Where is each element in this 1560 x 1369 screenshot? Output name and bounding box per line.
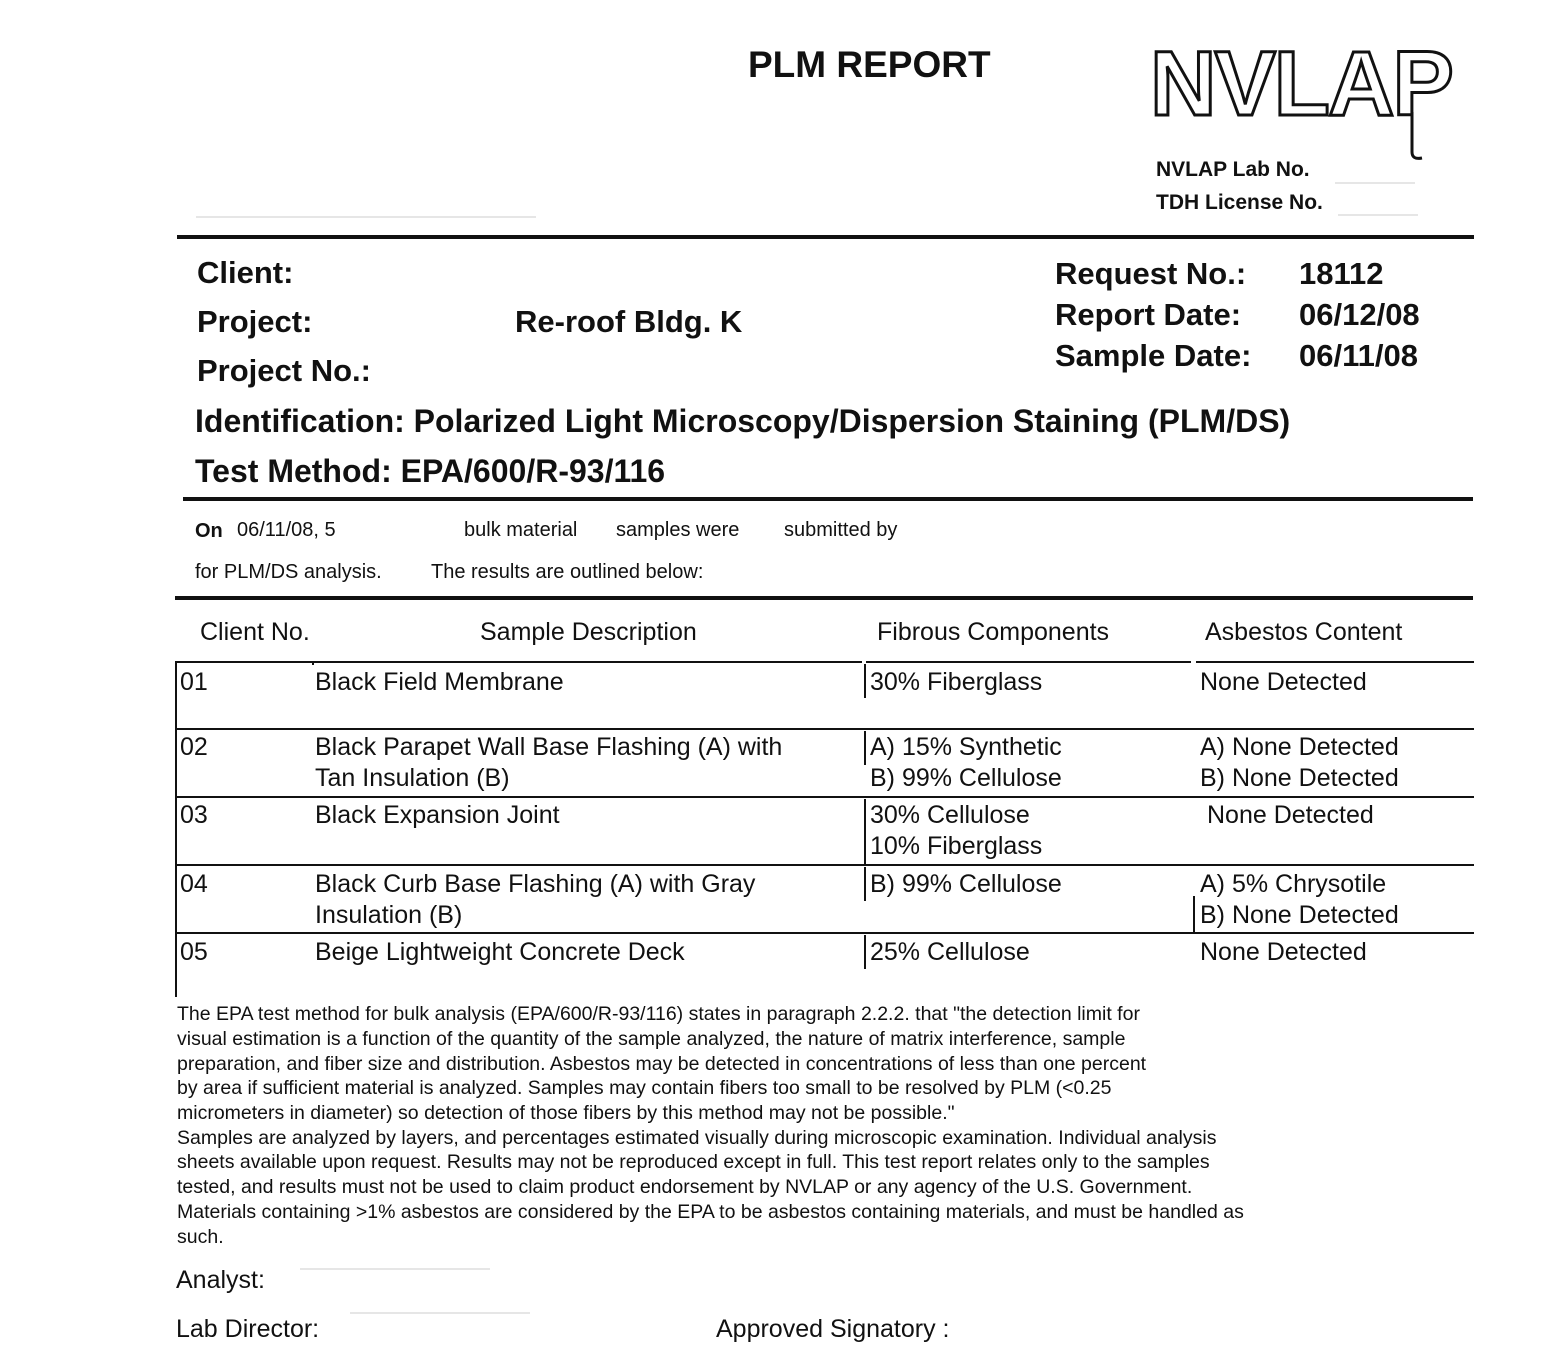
table-row-04-desc-line2: Insulation (B) [315, 901, 463, 929]
table-row-04-asb-line2: B) None Detected [1200, 901, 1399, 929]
nvlap-logo [1150, 20, 1470, 170]
intro-date-count: 06/11/08, 5 [237, 519, 336, 541]
header-client-no: Client No. [200, 618, 310, 646]
project-label: Project: [197, 304, 313, 339]
intro-submitted-by: submitted by [784, 519, 898, 541]
test-method: Test Method: EPA/600/R-93/116 [195, 453, 666, 489]
table-row-05-desc: Beige Lightweight Concrete Deck [315, 938, 685, 966]
intro-samples-were: samples were [616, 519, 740, 541]
tdh-license-label: TDH License No. [1156, 191, 1323, 214]
table-row-05-fib: 25% Cellulose [870, 938, 1030, 966]
project-no-label: Project No.: [197, 353, 371, 388]
table-row-03-fib-line1: 30% Cellulose [870, 801, 1030, 829]
intro-line2a: for PLM/DS analysis. [195, 561, 382, 583]
disclaimer-line-10: such. [177, 1226, 224, 1248]
table-row-04-no: 04 [180, 870, 208, 898]
report-title: PLM REPORT [748, 44, 991, 85]
table-row-03-no: 03 [180, 801, 208, 829]
disclaimer-line-3: preparation, and fiber size and distribution. Asbestos may be detected in concentrations of less than one percent [177, 1053, 1147, 1075]
header-asbestos-content: Asbestos Content [1205, 618, 1403, 646]
table-row-02-no: 02 [180, 733, 208, 761]
header-fibrous-components: Fibrous Components [877, 618, 1110, 646]
disclaimer-line-7: sheets available upon request. Results may not be reproduced except in full. This test report relates only to the samples [177, 1151, 1210, 1173]
sample-date-value: 06/11/08 [1299, 338, 1418, 373]
lab-director-label: Lab Director: [176, 1315, 320, 1343]
table-row-04-desc-line1: Black Curb Base Flashing (A) with Gray [315, 870, 756, 898]
sample-date-label: Sample Date: [1055, 338, 1252, 373]
table-row-03-desc: Black Expansion Joint [315, 801, 560, 829]
table-row-02-fib-line2: B) 99% Cellulose [870, 764, 1062, 792]
table-row-04-asb-line1: A) 5% Chrysotile [1200, 870, 1387, 898]
project-value: Re-roof Bldg. K [515, 304, 743, 339]
table-row-02-asb-line1: A) None Detected [1200, 733, 1399, 761]
header-sample-description: Sample Description [480, 618, 697, 646]
disclaimer-line-2: visual estimation is a function of the quantity of the sample analyzed, the nature of matrix interference, sample [177, 1028, 1126, 1050]
analyst-label: Analyst: [176, 1266, 265, 1294]
approved-signatory-label: Approved Signatory : [716, 1315, 950, 1343]
disclaimer-line-5: micrometers in diameter) so detection of those fibers by this method may not be possible." [177, 1102, 955, 1124]
disclaimer-line-9: Materials containing >1% asbestos are considered by the EPA to be asbestos containing materials, and must be handled as [177, 1201, 1244, 1223]
identification: Identification: Polarized Light Microscopy/Dispersion Staining (PLM/DS) [195, 403, 1291, 439]
disclaimer-line-6: Samples are analyzed by layers, and percentages estimated visually during microscopic examination. Individual analysis [177, 1127, 1217, 1149]
table-row-02-desc-line2: Tan Insulation (B) [315, 764, 510, 792]
report-date-label: Report Date: [1055, 297, 1242, 332]
request-no-value: 18112 [1299, 256, 1384, 291]
table-row-02-fib-line1: A) 15% Synthetic [870, 733, 1062, 761]
disclaimer-line-1: The EPA test method for bulk analysis (EPA/600/R-93/116) states in paragraph 2.2.2. that "the detection limit for [177, 1003, 1140, 1025]
table-row-02-desc-line1: Black Parapet Wall Base Flashing (A) with [315, 733, 783, 761]
request-no-label: Request No.: [1055, 256, 1247, 291]
table-row-01-desc: Black Field Membrane [315, 668, 564, 696]
nvlap-lab-label: NVLAP Lab No. [1156, 158, 1310, 181]
nvlap-logo-graphic [1150, 20, 1470, 170]
intro-on: On [195, 520, 223, 542]
disclaimer-line-8: tested, and results must not be used to claim product endorsement by NVLAP or any agency of the U.S. Government. [177, 1176, 1193, 1198]
table-row-01-asb: None Detected [1200, 668, 1367, 696]
table-row-05-asb: None Detected [1200, 938, 1367, 966]
nvlap-logo-text: NVLAP [1150, 33, 1452, 135]
report-date-value: 06/12/08 [1299, 297, 1420, 332]
table-row-03-fib-line2: 10% Fiberglass [870, 832, 1043, 860]
intro-line2b: The results are outlined below: [431, 561, 704, 583]
table-row-03-asb: None Detected [1207, 801, 1374, 829]
table-row-02-asb-line2: B) None Detected [1200, 764, 1399, 792]
table-row-01-no: 01 [180, 668, 208, 696]
table-row-04-fib: B) 99% Cellulose [870, 870, 1062, 898]
table-row-01-fib: 30% Fiberglass [870, 668, 1043, 696]
client-label: Client: [197, 255, 294, 290]
intro-bulk-material: bulk material [464, 519, 578, 541]
table-row-05-no: 05 [180, 938, 208, 966]
disclaimer-line-4: by area if sufficient material is analyzed. Samples may contain fibers too small to be resolved by PLM (<0.25 [177, 1077, 1112, 1099]
